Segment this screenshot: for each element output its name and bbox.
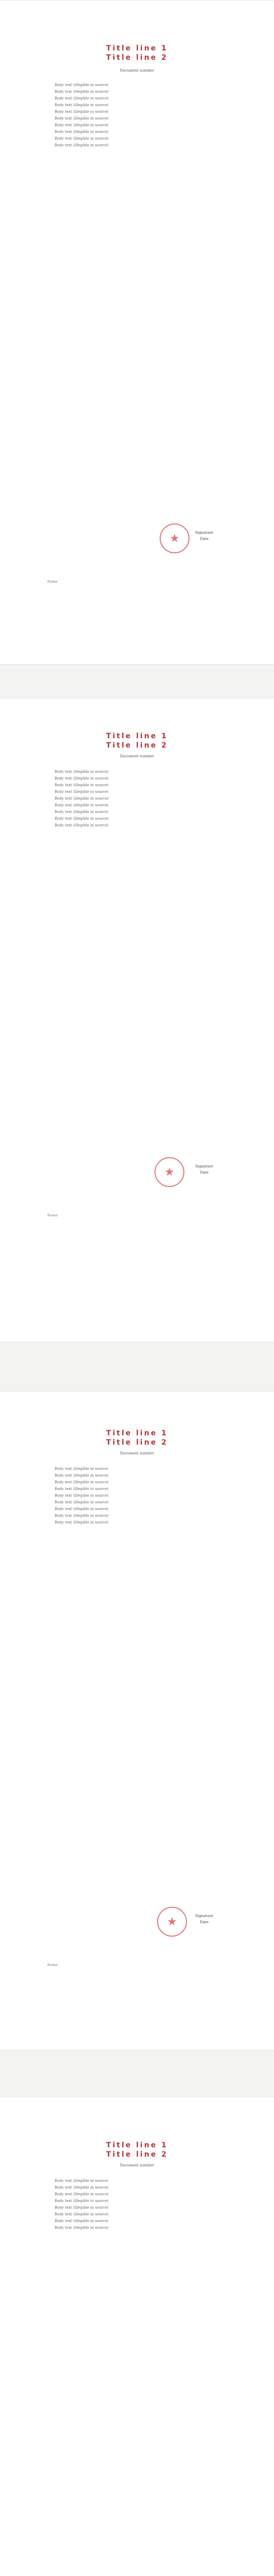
body-paragraph: Body text (illegible in source) [55,2185,109,2190]
page-title [0,732,274,750]
title-line-2: Title line 2 [106,54,168,62]
seal-icon: ★ [157,1907,187,1937]
document-body [47,82,227,149]
document-number: Document number [119,69,155,73]
body-paragraph: Body text (illegible in source) [55,103,109,107]
seal-icon: ★ [160,523,190,553]
body-paragraph: Body text (illegible in source) [55,810,109,814]
body-paragraph: Body text (illegible in source) [55,1520,109,1524]
body-paragraph: Body text (illegible in source) [55,2219,109,2223]
signature-block [195,1913,213,1925]
title-line-1: Title line 1 [106,44,168,53]
title-line-1: Title line 1 [106,2141,168,2149]
body-paragraph: Body text (illegible in source) [55,783,109,787]
document-page [0,1391,274,2050]
document-number: Document number [119,754,155,758]
date-text: Date [200,1920,209,1924]
document-body [47,1466,227,1526]
body-paragraph: Body text (illegible in source) [55,2212,109,2216]
body-paragraph: Body text (illegible in source) [55,1500,109,1504]
body-paragraph: Body text (illegible in source) [55,2179,109,2183]
signature-block [195,1163,213,1176]
body-paragraph: Body text (illegible in source) [55,110,109,114]
title-line-2: Title line 2 [106,741,168,750]
signature-text: Signature [195,1914,213,1918]
page-title [0,2141,274,2159]
body-paragraph: Body text (illegible in source) [55,2192,109,2196]
body-paragraph: Body text (illegible in source) [55,116,109,121]
document-page [0,698,274,1342]
body-paragraph: Body text (illegible in source) [55,1467,109,1471]
body-paragraph: Body text (illegible in source) [55,817,109,821]
body-paragraph: Body text (illegible in source) [55,123,109,127]
body-paragraph: Body text (illegible in source) [55,1473,109,1478]
body-paragraph: Body text (illegible in source) [55,96,109,100]
body-paragraph: Body text (illegible in source) [55,1507,109,1511]
page-footer: Footer [47,580,58,584]
document-number: Document number [119,1451,155,1455]
body-paragraph: Body text (illegible in source) [55,803,109,807]
signature-text: Signature [195,1164,213,1168]
title-line-1: Title line 1 [106,732,168,740]
document-page [0,2097,274,2576]
body-paragraph: Body text (illegible in source) [55,2226,109,2230]
page-footer: Footer [47,1214,58,1217]
body-paragraph: Body text (illegible in source) [55,137,109,141]
signature-text: Signature [195,531,213,535]
document-body [47,769,227,829]
body-paragraph: Body text (illegible in source) [55,770,109,774]
body-paragraph: Body text (illegible in source) [55,143,109,147]
body-paragraph: Body text (illegible in source) [55,2199,109,2203]
body-paragraph: Body text (illegible in source) [55,1494,109,1498]
page-title [0,1429,274,1447]
document-page [0,0,274,665]
body-paragraph: Body text (illegible in source) [55,823,109,827]
seal-icon: ★ [155,1157,184,1187]
title-line-2: Title line 2 [106,1438,168,1447]
document-number: Document number [119,2163,155,2167]
title-line-2: Title line 2 [106,2150,168,2159]
title-line-1: Title line 1 [106,1429,168,1437]
date-text: Date [200,537,209,541]
body-paragraph: Body text (illegible in source) [55,2206,109,2210]
body-paragraph: Body text (illegible in source) [55,790,109,794]
signature-block [195,530,213,542]
body-paragraph: Body text (illegible in source) [55,1514,109,1518]
body-paragraph: Body text (illegible in source) [55,1487,109,1491]
body-paragraph: Body text (illegible in source) [55,90,109,94]
page-title [0,44,274,62]
body-paragraph: Body text (illegible in source) [55,776,109,781]
document-body [47,2178,227,2231]
date-text: Date [200,1171,209,1175]
body-paragraph: Body text (illegible in source) [55,1480,109,1484]
body-paragraph: Body text (illegible in source) [55,796,109,801]
page-footer: Footer [47,1963,58,1967]
body-paragraph: Body text (illegible in source) [55,83,109,87]
body-paragraph: Body text (illegible in source) [55,130,109,134]
